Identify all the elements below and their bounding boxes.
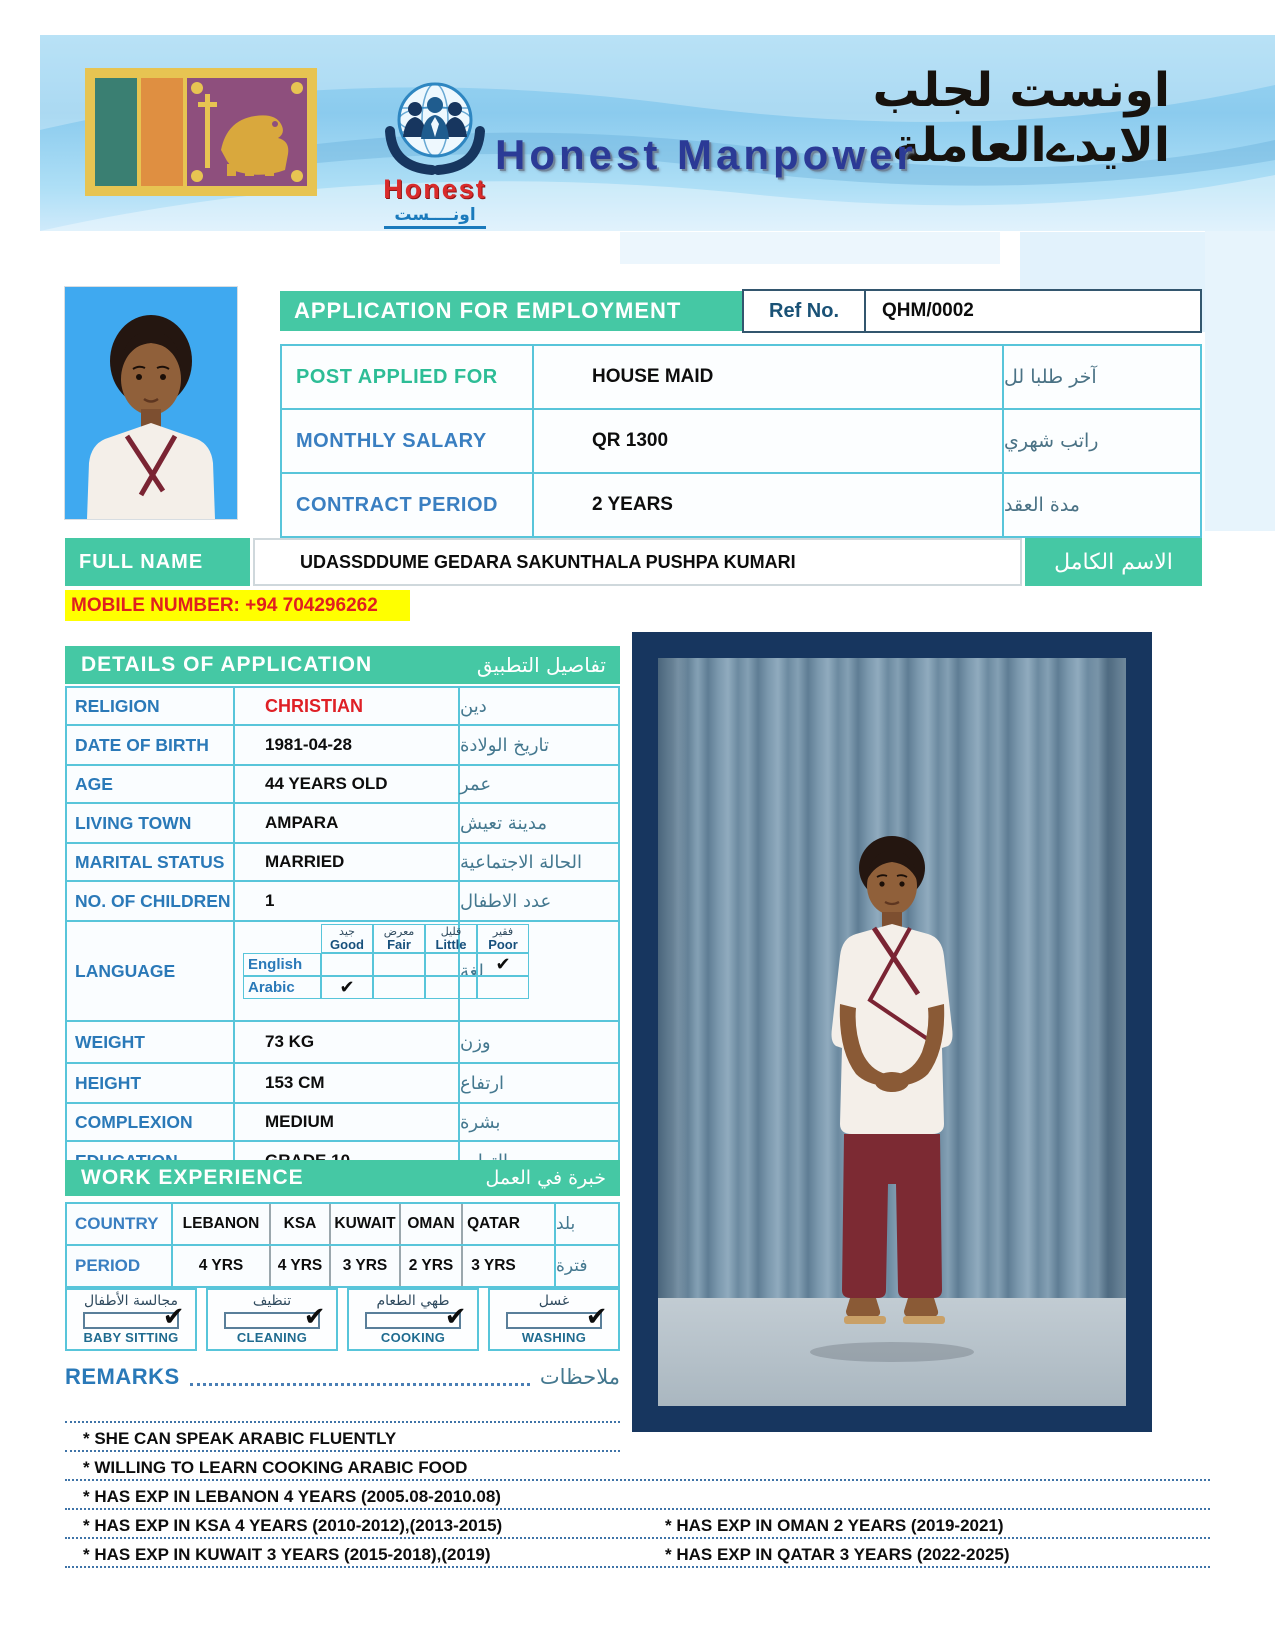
skill-english-label: COOKING (380, 1330, 446, 1345)
honest-logo (355, 75, 515, 229)
arabic-good-cell: ✔ (321, 976, 373, 999)
check-mark-icon: ✔ (162, 1301, 185, 1331)
country-kuwait: KUWAIT (329, 1204, 399, 1244)
skill-english-label: WASHING (521, 1330, 587, 1345)
application-summary-table (280, 344, 1202, 538)
full-name-label: FULL NAME (65, 538, 250, 586)
remarks-section (65, 1360, 1210, 1568)
honest-logo-globe-hands-icon (360, 75, 510, 175)
post-applied-value: HOUSE MAID (534, 346, 1004, 408)
remark-line (65, 1423, 620, 1452)
work-experience-table (65, 1202, 620, 1288)
age-label: AGE (67, 766, 235, 802)
background-decoration (1205, 231, 1275, 531)
weight-row (67, 1020, 618, 1062)
marital-status-value: MARRIED (235, 844, 460, 880)
post-applied-label: POST APPLIED FOR (282, 346, 534, 408)
age-row (67, 764, 618, 802)
logo-wordmark: Honest (383, 174, 487, 204)
level-fair-arabic: معرض (383, 925, 415, 938)
full-name-row (65, 538, 1202, 586)
level-good-header (321, 924, 373, 953)
english-language-name: English (243, 953, 321, 976)
language-row (67, 920, 618, 1020)
children-value: 1 (235, 882, 460, 920)
living-town-row (67, 802, 618, 842)
level-good-arabic: جيد (339, 925, 355, 938)
religion-value: CHRISTIAN (235, 688, 460, 724)
level-little-arabic: قليل (440, 925, 462, 938)
ref-no-label: Ref No. (744, 291, 866, 331)
country-ksa: KSA (269, 1204, 329, 1244)
level-poor-arabic: فقير (492, 925, 514, 938)
skill-arabic-label: طهي الطعام (376, 1293, 450, 1309)
level-poor-english: Poor (488, 936, 518, 952)
country-oman: OMAN (399, 1204, 461, 1244)
marital-status-row (67, 842, 618, 880)
skill-washing (488, 1288, 620, 1351)
skill-english-label: CLEANING (236, 1330, 308, 1345)
language-arabic: لغة (460, 960, 484, 982)
work-experience-banner (65, 1160, 620, 1196)
check-mark-icon: ✔ (444, 1301, 467, 1331)
application-title-banner (280, 291, 742, 331)
period-label: PERIOD (67, 1246, 173, 1286)
level-little-english: Little (435, 936, 467, 952)
remark-text: * HAS EXP IN LEBANON 4 YEARS (2005.08-2010.08) (83, 1487, 501, 1506)
table-row (282, 472, 1200, 536)
table-row (282, 408, 1200, 472)
height-value: 153 CM (235, 1064, 460, 1102)
skill-cleaning (206, 1288, 338, 1351)
details-banner (65, 646, 620, 684)
arabic-language-name: Arabic (243, 976, 321, 999)
check-mark-icon: ✔ (585, 1301, 608, 1331)
age-value: 44 YEARS OLD (235, 766, 460, 802)
height-row (67, 1062, 618, 1102)
marital-status-arabic: الحالة الاجتماعية (460, 851, 582, 873)
level-fair-header (373, 924, 425, 953)
period-ksa: 4 YRS (269, 1246, 329, 1286)
height-arabic: ارتفاع (460, 1072, 505, 1094)
work-experience-title-arabic: خبرة في العمل (485, 1167, 606, 1189)
height-label: HEIGHT (67, 1064, 235, 1102)
remarks-header (65, 1360, 620, 1394)
complexion-label: COMPLEXION (67, 1104, 235, 1140)
complexion-value: MEDIUM (235, 1104, 460, 1140)
level-good-english: Good (330, 936, 364, 952)
level-little-header (425, 924, 477, 953)
dob-value: 1981-04-28 (235, 726, 460, 764)
contract-period-arabic: مدة العقد (1004, 494, 1080, 516)
complexion-row (67, 1102, 618, 1140)
skill-baby-sitting (65, 1288, 197, 1351)
weight-value: 73 KG (235, 1022, 460, 1062)
details-table (65, 686, 620, 1182)
applicant-figure-illustration (782, 828, 1002, 1368)
weight-arabic: وزن (460, 1031, 491, 1053)
background-decoration (620, 232, 1000, 264)
details-title-arabic: تفاصيل التطبيق (476, 653, 606, 677)
remark-text-right: * HAS EXP IN QATAR 3 YEARS (2022-2025) (665, 1545, 1010, 1564)
country-lebanon: LEBANON (182, 1215, 260, 1232)
remark-text: * HAS EXP IN KUWAIT 3 YEARS (2015-2018),(2019) (83, 1545, 491, 1564)
contract-period-value: 2 YEARS (534, 474, 1004, 536)
remark-text: * HAS EXP IN KSA 4 YEARS (2010-2012),(2013-2015) (83, 1516, 503, 1535)
remarks-arabic: ملاحظات (539, 1365, 620, 1389)
period-qatar: 3 YRS (461, 1246, 524, 1286)
check-mark-icon: ✔ (303, 1301, 326, 1331)
monthly-salary-label: MONTHLY SALARY (282, 410, 534, 472)
living-town-arabic: مدينة تعيش (460, 812, 547, 834)
living-town-value: AMPARA (235, 804, 460, 842)
country-row (67, 1204, 618, 1244)
date-of-birth-row (67, 724, 618, 764)
children-row (67, 880, 618, 920)
contract-period-label: CONTRACT PERIOD (282, 474, 534, 536)
work-experience-title: WORK EXPERIENCE (81, 1166, 304, 1189)
skill-arabic-label: مجالسة الأطفال (83, 1293, 179, 1309)
dotted-leader (190, 1368, 530, 1386)
children-label: NO. OF CHILDREN (67, 882, 235, 920)
period-kuwait: 3 YRS (329, 1246, 399, 1286)
remarks-empty-line (65, 1394, 620, 1423)
header-banner (40, 35, 1275, 231)
english-little-cell (425, 953, 477, 976)
remark-line (65, 1452, 1210, 1481)
children-arabic: عدد الاطفال (460, 890, 552, 912)
country-label: COUNTRY (67, 1204, 173, 1244)
details-title: DETAILS OF APPLICATION (81, 653, 373, 676)
remark-text: * SHE CAN SPEAK ARABIC FLUENTLY (83, 1429, 397, 1448)
level-fair-english: Fair (387, 936, 411, 952)
country-arabic: بلد (554, 1204, 618, 1244)
full-name-arabic: الاسم الكامل (1025, 538, 1202, 586)
english-good-cell (321, 953, 373, 976)
arabic-poor-cell (477, 976, 529, 999)
skills-checkboxes (65, 1288, 620, 1351)
ref-no-value: QHM/0002 (882, 300, 974, 321)
english-poor-cell: ✔ (477, 953, 529, 976)
skill-arabic-label: تنظيف (252, 1293, 292, 1309)
agency-name: Honest Manpower (495, 131, 917, 178)
religion-arabic: دين (460, 695, 487, 717)
applicant-portrait-photo (65, 287, 237, 519)
logo-arabic-text: اونــــست (384, 205, 485, 229)
weight-label: WEIGHT (67, 1022, 235, 1062)
agency-arabic-title: اونست لجلب الايدےالعاملة (872, 63, 1170, 173)
language-label: LANGUAGE (67, 922, 235, 1020)
remarks-label: REMARKS (65, 1364, 180, 1389)
period-lebanon: 4 YRS (198, 1257, 244, 1274)
skill-arabic-label: غسل (538, 1293, 570, 1309)
arabic-little-cell (425, 976, 477, 999)
marital-status-label: MARITAL STATUS (67, 844, 235, 880)
application-title: APPLICATION FOR EMPLOYMENT (294, 298, 682, 323)
remark-text: * WILLING TO LEARN COOKING ARABIC FOOD (83, 1458, 468, 1477)
post-applied-arabic: آخر طلبا لل (1004, 366, 1097, 388)
sri-lanka-flag (85, 68, 317, 196)
country-qatar: QATAR (461, 1204, 524, 1244)
remark-line (65, 1539, 1210, 1568)
remark-text-right: * HAS EXP IN OMAN 2 YEARS (2019-2021) (665, 1516, 1004, 1535)
full-name-value: UDASSDDUME GEDARA SAKUNTHALA PUSHPA KUMARI (253, 538, 1022, 586)
dob-label: DATE OF BIRTH (67, 726, 235, 764)
period-arabic: فترة (554, 1246, 618, 1286)
monthly-salary-value: QR 1300 (534, 410, 1004, 472)
living-town-label: LIVING TOWN (67, 804, 235, 842)
remark-line (65, 1481, 1210, 1510)
remark-line (65, 1510, 1210, 1539)
age-arabic: عمر (460, 773, 492, 795)
skill-cooking (347, 1288, 479, 1351)
arabic-fair-cell (373, 976, 425, 999)
complexion-arabic: بشرة (460, 1111, 501, 1133)
reference-number-box (742, 289, 1202, 333)
portrait-illustration (65, 287, 237, 519)
period-oman: 2 YRS (399, 1246, 461, 1286)
skill-english-label: BABY SITTING (83, 1330, 179, 1345)
dob-arabic: تاريخ الولادة (460, 734, 550, 756)
table-row (282, 346, 1200, 408)
grid-spacer (243, 924, 321, 953)
religion-label: RELIGION (67, 688, 235, 724)
applicant-full-body-photo (632, 632, 1152, 1432)
period-row (67, 1244, 618, 1286)
level-poor-header (477, 924, 529, 953)
mobile-number-highlight: MOBILE NUMBER: +94 704296262 (65, 590, 410, 621)
religion-row (67, 688, 618, 724)
english-fair-cell (373, 953, 425, 976)
monthly-salary-arabic: راتب شهري (1004, 430, 1099, 452)
